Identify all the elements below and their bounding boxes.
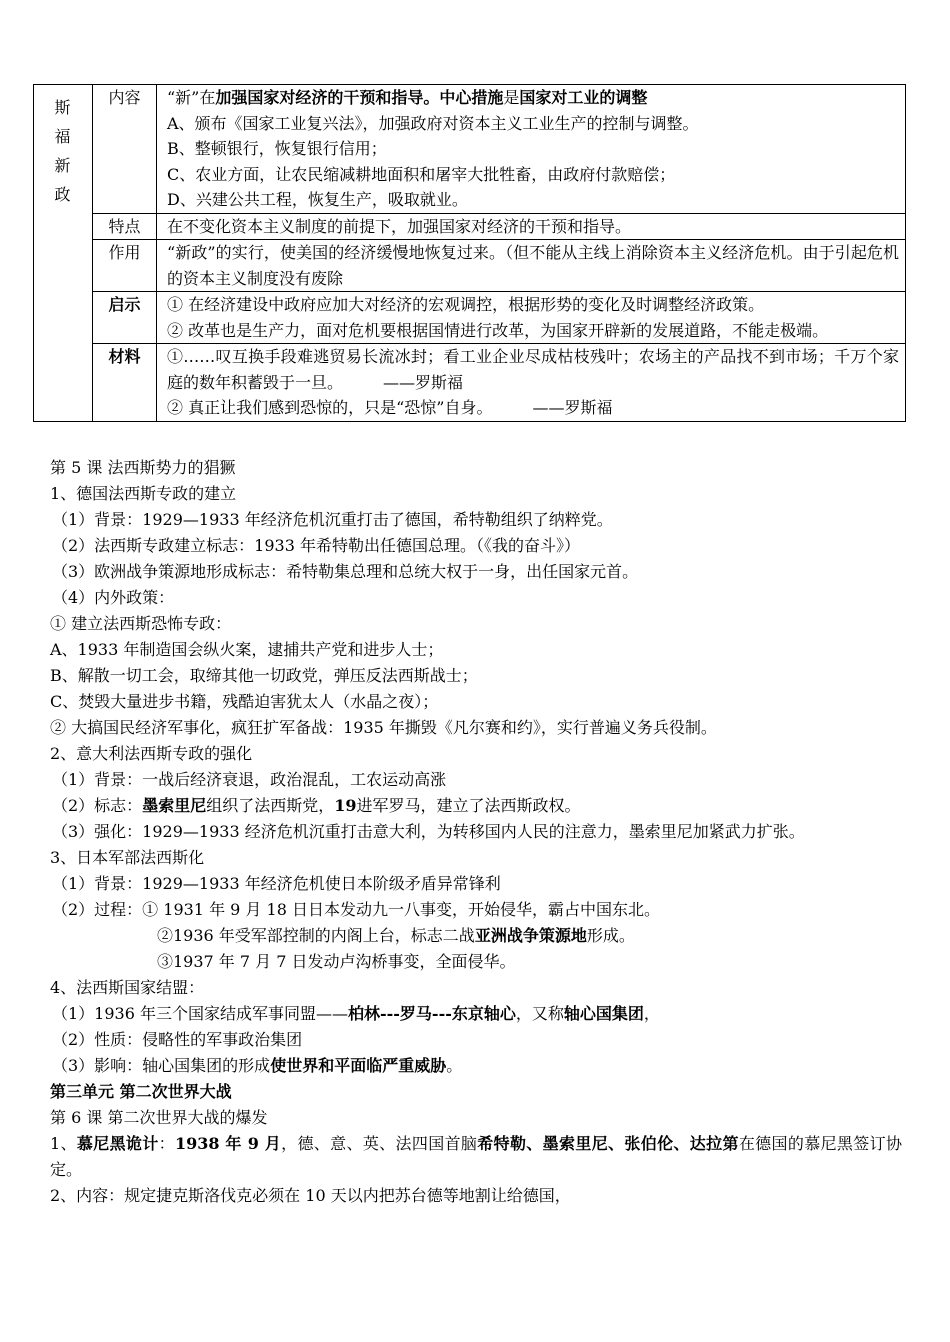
- text-run: 希特勒、墨索里尼、张伯伦、达拉第: [477, 1134, 739, 1153]
- text-run: 慕尼黑诡计: [76, 1134, 159, 1153]
- text-run: ① 建立法西斯恐怖专政：: [50, 614, 232, 633]
- table-row: [34, 292, 906, 344]
- paragraph: [50, 975, 902, 1001]
- paragraph: [50, 481, 902, 507]
- text-run: 4、法西斯国家结盟：: [50, 978, 205, 997]
- row-content-cell: [157, 240, 906, 292]
- text-run: （2）过程：① 1931 年 9 月 18 日日本发动九一八事变，开始侵华，霸占中国东北。: [52, 900, 660, 919]
- content-line: [167, 136, 899, 162]
- text-run: 在德国的慕尼黑签订协定。: [50, 1134, 902, 1179]
- text-run: （1）1936 年三个国家结成军事同盟——: [52, 1004, 348, 1023]
- text-run: 2、意大利法西斯专政的强化: [50, 744, 253, 763]
- section-title-char: 政: [54, 185, 72, 204]
- row-label-cell: [93, 292, 157, 344]
- paragraph: [50, 533, 902, 559]
- text-run: 是: [503, 88, 520, 107]
- row-label: 特点: [108, 216, 141, 236]
- paragraph: [50, 793, 902, 819]
- section-heading: [50, 1105, 902, 1131]
- text-run: ① 在经济建设中政府应加大对经济的宏观调控，根据形势的变化及时调整经济政策。: [167, 295, 765, 314]
- content-line: [167, 187, 899, 213]
- row-label-cell: [93, 240, 157, 292]
- text-run: 轴心国集团: [563, 1004, 644, 1023]
- roosevelt-new-deal-table: [33, 84, 906, 422]
- text-run: （3）强化：1929—1933 经济危机沉重打击意大利，为转移国内人民的注意力，墨索里尼加紧武力扩张。: [52, 822, 805, 841]
- row-label: 启示: [108, 295, 141, 314]
- text-run: 加强国家对经济的干预和指导。中心措施: [215, 88, 504, 107]
- text-run: ②1936 年受军部控制的内阁上台，标志二战: [157, 926, 475, 945]
- content-line: [167, 214, 899, 240]
- row-content-cell: [157, 292, 906, 344]
- row-label-cell: [93, 344, 157, 422]
- text-run: （1）背景：1929—1933 年经济危机使日本阶级矛盾异常锋利: [52, 874, 501, 893]
- content-line: [167, 240, 899, 291]
- row-label-cell: [93, 213, 157, 240]
- paragraph: [50, 1131, 902, 1183]
- paragraph: [50, 897, 902, 923]
- text-run: 形成。: [586, 926, 635, 945]
- text-run: 1、德国法西斯专政的建立: [50, 484, 237, 503]
- text-run: ——罗斯福: [383, 372, 464, 392]
- table-row: [34, 344, 906, 422]
- text-run: 进军罗马，建立了法西斯政权。: [356, 796, 581, 815]
- text-run: 2、内容：规定捷克斯洛伐克必须在 10 天以内把苏台德等地割让给德国，: [50, 1186, 571, 1205]
- text-run: 第 5 课 法西斯势力的猖獗: [50, 458, 236, 477]
- text-run: 第 6 课 第二次世界大战的爆发: [50, 1108, 268, 1127]
- row-label: 材料: [108, 347, 141, 366]
- paragraph: [50, 611, 902, 637]
- text-run: ③1937 年 7 月 7 日发动卢沟桥事变，全面侵华。: [157, 952, 516, 971]
- text-run: D、兴建公共工程，恢复生产，吸取就业。: [167, 190, 468, 209]
- text-run: C、农业方面，让农民缩减耕地面积和屠宰大批牲畜，由政府付款赔偿；: [167, 164, 676, 184]
- text-run: （1）背景：1929—1933 年经济危机沉重打击了德国，希特勒组织了纳粹党。: [52, 510, 613, 529]
- text-run: 使世界和平面临严重威胁: [270, 1056, 447, 1075]
- text-run: ——罗斯福: [532, 398, 613, 417]
- paragraph: [50, 1001, 902, 1027]
- text-run: 组织了法西斯党，: [206, 796, 335, 815]
- table-row: [34, 213, 906, 240]
- text-run: ② 真正让我们感到恐惊的，只是“恐惊”自身。: [167, 398, 493, 417]
- paragraph: [50, 1183, 902, 1209]
- table-row: [34, 240, 906, 292]
- paragraph: [50, 767, 902, 793]
- content-line: [167, 111, 899, 137]
- content-line: [167, 395, 899, 421]
- paragraph: [50, 689, 902, 715]
- text-run: C、焚毁大量进步书籍，残酷迫害犹太人（水晶之夜）；: [50, 692, 439, 711]
- row-label: 作用: [108, 243, 141, 262]
- paragraph: [50, 1027, 902, 1053]
- section-title-char: 斯: [54, 98, 72, 117]
- text-run: （3）欧洲战争策源地形成标志：希特勒集总理和总统大权于一身，出任国家元首。: [52, 562, 639, 581]
- paragraph: [50, 845, 902, 871]
- text-run: 亚洲战争策源地: [474, 926, 587, 945]
- content-line: [167, 344, 899, 395]
- text-run: ② 改革也是生产力，面对危机要根据国情进行改革，为国家开辟新的发展道路，不能走极端。: [167, 320, 829, 340]
- text-run: ② 大搞国民经济军事化，疯狂扩军备战：1935 年撕毁《凡尔赛和约》，实行普遍义务兵役制。: [50, 718, 717, 737]
- paragraph: [50, 507, 902, 533]
- paragraph: [50, 1053, 902, 1079]
- section-heading: [50, 455, 902, 481]
- text-run: ，德、意、英、法四国首脑: [281, 1134, 478, 1153]
- text-run: B、解散一切工会，取缔其他一切政党，弹压反法西斯战士；: [50, 666, 478, 685]
- text-run: 在不变化资本主义制度的前提下，加强国家对经济的干预和指导。: [167, 216, 632, 236]
- paragraph: [50, 559, 902, 585]
- content-line: [167, 162, 899, 188]
- paragraph: [50, 949, 902, 975]
- text-run: 国家对工业的调整: [519, 88, 648, 107]
- text-run: （2）标志：: [52, 796, 143, 815]
- section-title-cell: [34, 85, 93, 422]
- text-run: A、1933 年制造国会纵火案，逮捕共产党和进步人士；: [50, 640, 444, 659]
- text-run: ：: [158, 1134, 175, 1153]
- content-line: [167, 292, 899, 318]
- text-run: ，: [643, 1004, 660, 1023]
- section-heading: [50, 1079, 902, 1105]
- row-label: 内容: [108, 88, 141, 107]
- row-label-cell: [93, 85, 157, 214]
- section-title-char: 新: [54, 156, 72, 175]
- content-line: [167, 318, 899, 344]
- text-run: 19: [334, 796, 357, 815]
- paragraph: [50, 923, 902, 949]
- paragraph: [50, 819, 902, 845]
- paragraph: [50, 637, 902, 663]
- text-run: 1938 年 9 月: [174, 1134, 282, 1153]
- paragraph: [50, 585, 902, 611]
- text-run: （2）性质：侵略性的军事政治集团: [52, 1030, 303, 1049]
- text-run: 墨索里尼: [142, 796, 207, 815]
- text-run: “新政”的实行，使美国的经济缓慢地恢复过来。（但不能从主线上消除资本主义经济危机。由于引起危机的资本主义制度没有废除: [167, 243, 899, 288]
- text-run: 3、日本军部法西斯化: [50, 848, 205, 867]
- document-body: [50, 455, 902, 1209]
- paragraph: [50, 663, 902, 689]
- text-run: （3）影响：轴心国集团的形成: [52, 1056, 271, 1075]
- table-row: [34, 85, 906, 214]
- paragraph: [50, 715, 902, 741]
- text-run: 第三单元 第二次世界大战: [50, 1082, 232, 1101]
- text-run: （2）法西斯专政建立标志：1933 年希特勒出任德国总理。（《我的奋斗》）: [52, 536, 580, 555]
- text-run: “新”在: [167, 88, 216, 107]
- content-line: [167, 85, 899, 111]
- paragraph: [50, 741, 902, 767]
- row-content-cell: [157, 85, 906, 214]
- text-run: B、整顿银行，恢复银行信用；: [167, 139, 387, 158]
- text-run: A、颁布《国家工业复兴法》，加强政府对资本主义工业生产的控制与调整。: [167, 113, 699, 133]
- section-title-char: 福: [54, 127, 72, 146]
- text-run: 1、: [50, 1134, 77, 1153]
- text-run: ，又称: [515, 1004, 564, 1023]
- text-run: 柏林---罗马---东京轴心: [348, 1004, 516, 1023]
- row-content-cell: [157, 213, 906, 240]
- text-run: （4）内外政策：: [52, 588, 175, 607]
- text-run: （1）背景：一战后经济衰退，政治混乱，工农运动高涨: [52, 770, 447, 789]
- row-content-cell: [157, 344, 906, 422]
- paragraph: [50, 871, 902, 897]
- text-run: 。: [446, 1056, 463, 1075]
- text-run: ①……叹互换手段难逃贸易长流冰封；看工业企业尽成枯枝残叶；农场主的产品找不到市场；千万个家庭的数年积蓄毁于一旦。: [167, 347, 899, 392]
